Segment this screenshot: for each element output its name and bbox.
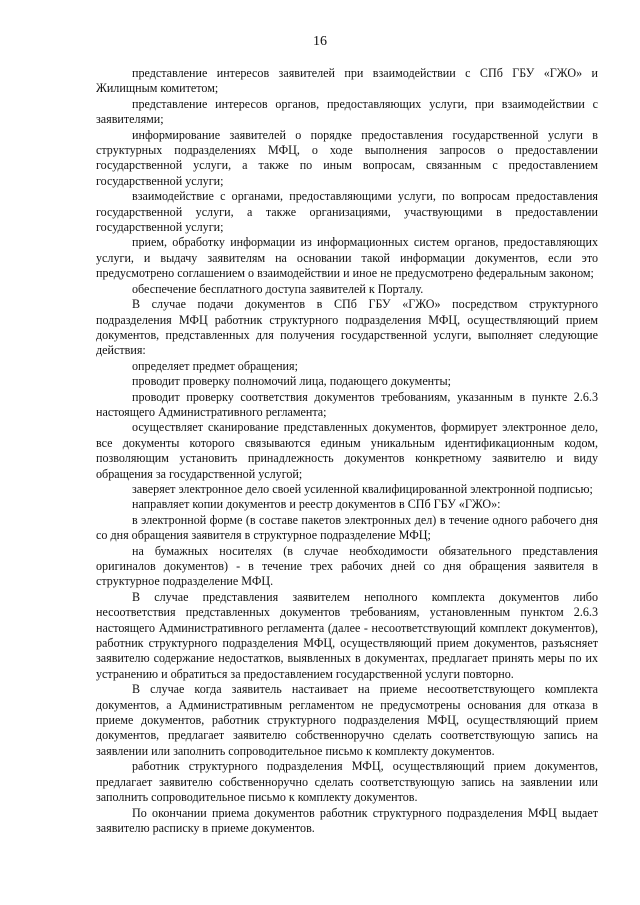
paragraph: осуществляет сканирование представленных документов, формирует электронное дело, все документы которого связываются единым уникальным идентификационным кодом, позволяющим установить принадлежность документов конкретному заявителю и виду обращения за государственной услугой; (96, 420, 598, 481)
paragraph: в электронной форме (в составе пакетов электронных дел) в течение одного рабочего дня со дня обращения заявителя в структурное подразделение МФЦ; (96, 512, 598, 543)
paragraph: взаимодействие с органами, предоставляющими услуги, по вопросам предоставления государственной услуги, а также организациями, участвующими в предоставлении государственной услуги; (96, 189, 598, 235)
paragraph: представление интересов органов, предоставляющих услуги, при взаимодействии с заявителями; (96, 96, 598, 127)
paragraph: заверяет электронное дело своей усиленной квалифицированной электронной подписью; (132, 481, 593, 496)
paragraph: В случае представления заявителем неполного комплекта документов либо несоответствия представленных документов требованиям, установленным пунктом 2.6.3 настоящего Административного регламента (далее - несоответствующий комплект документов), работник структурного подразделения МФЦ, осуществляющий прием документов, разъясняет заявителю содержание недостатков, выявленных в документах, предлагает принять меры по их устранению и обратиться за предоставлением государственной услуги повторно. (96, 589, 598, 681)
paragraph: обеспечение бесплатного доступа заявителей к Порталу. (132, 281, 424, 296)
paragraph: прием, обработку информации из информационных систем органов, предоставляющих услуги, и выдачу заявителям на основании такой информации документов, если это предусмотрено соглашением о взаимодействии и иное не предусмотрено федеральным законом; (96, 235, 598, 281)
paragraph: проводит проверку соответствия документов требованиям, указанным в пункте 2.6.3 настоящего Административного регламента; (96, 389, 598, 419)
paragraph: определяет предмет обращения; (132, 358, 298, 373)
paragraph: представление интересов заявителей при взаимодействии с СПб ГБУ «ГЖО» и Жилищным комитетом; (96, 66, 598, 96)
paragraph: работник структурного подразделения МФЦ, осуществляющий прием документов, предлагает заявителю собственноручно сделать соответствующую запись на заявлении или заполнить сопроводительное письмо к комплекту документов. (96, 759, 598, 805)
page-number: 16 (313, 34, 327, 49)
document-body (96, 66, 598, 836)
paragraph: информирование заявителей о порядке предоставления государственной услуги в структурных подразделениях МФЦ, о ходе выполнения запросов о предоставлении государственной услуги, а также по иным вопросам, связанным с предоставлением государственной услуги; (96, 127, 598, 188)
paragraph: направляет копии документов и реестр документов в СПб ГБУ «ГЖО»: (132, 497, 501, 512)
paragraph: проводит проверку полномочий лица, подающего документы; (132, 374, 451, 389)
paragraph: В случае когда заявитель настаивает на приеме несоответствующего комплекта документов, а Административным регламентом не предусмотрены основания для отказа в приеме документов, работник структурного подразделения МФЦ, осуществляющий прием документов, предлагает заявителю собственноручно сделать соответствующую запись на заявлении или заполнить сопроводительное письмо к комплекту документов. (96, 682, 598, 758)
paragraph: В случае подачи документов в СПб ГБУ «ГЖО» посредством структурного подразделения МФЦ работник структурного подразделения МФЦ, осуществляющий прием документов, представленных для получения государственной услуги, выполняет следующие действия: (96, 297, 598, 358)
paragraph: на бумажных носителях (в случае необходимости обязательного представления оригиналов документов) - в течение трех рабочих дней со дня обращения заявителя в структурное подразделение МФЦ. (96, 543, 598, 589)
paragraph: По окончании приема документов работник структурного подразделения МФЦ выдает заявителю расписку в приеме документов. (96, 805, 598, 835)
